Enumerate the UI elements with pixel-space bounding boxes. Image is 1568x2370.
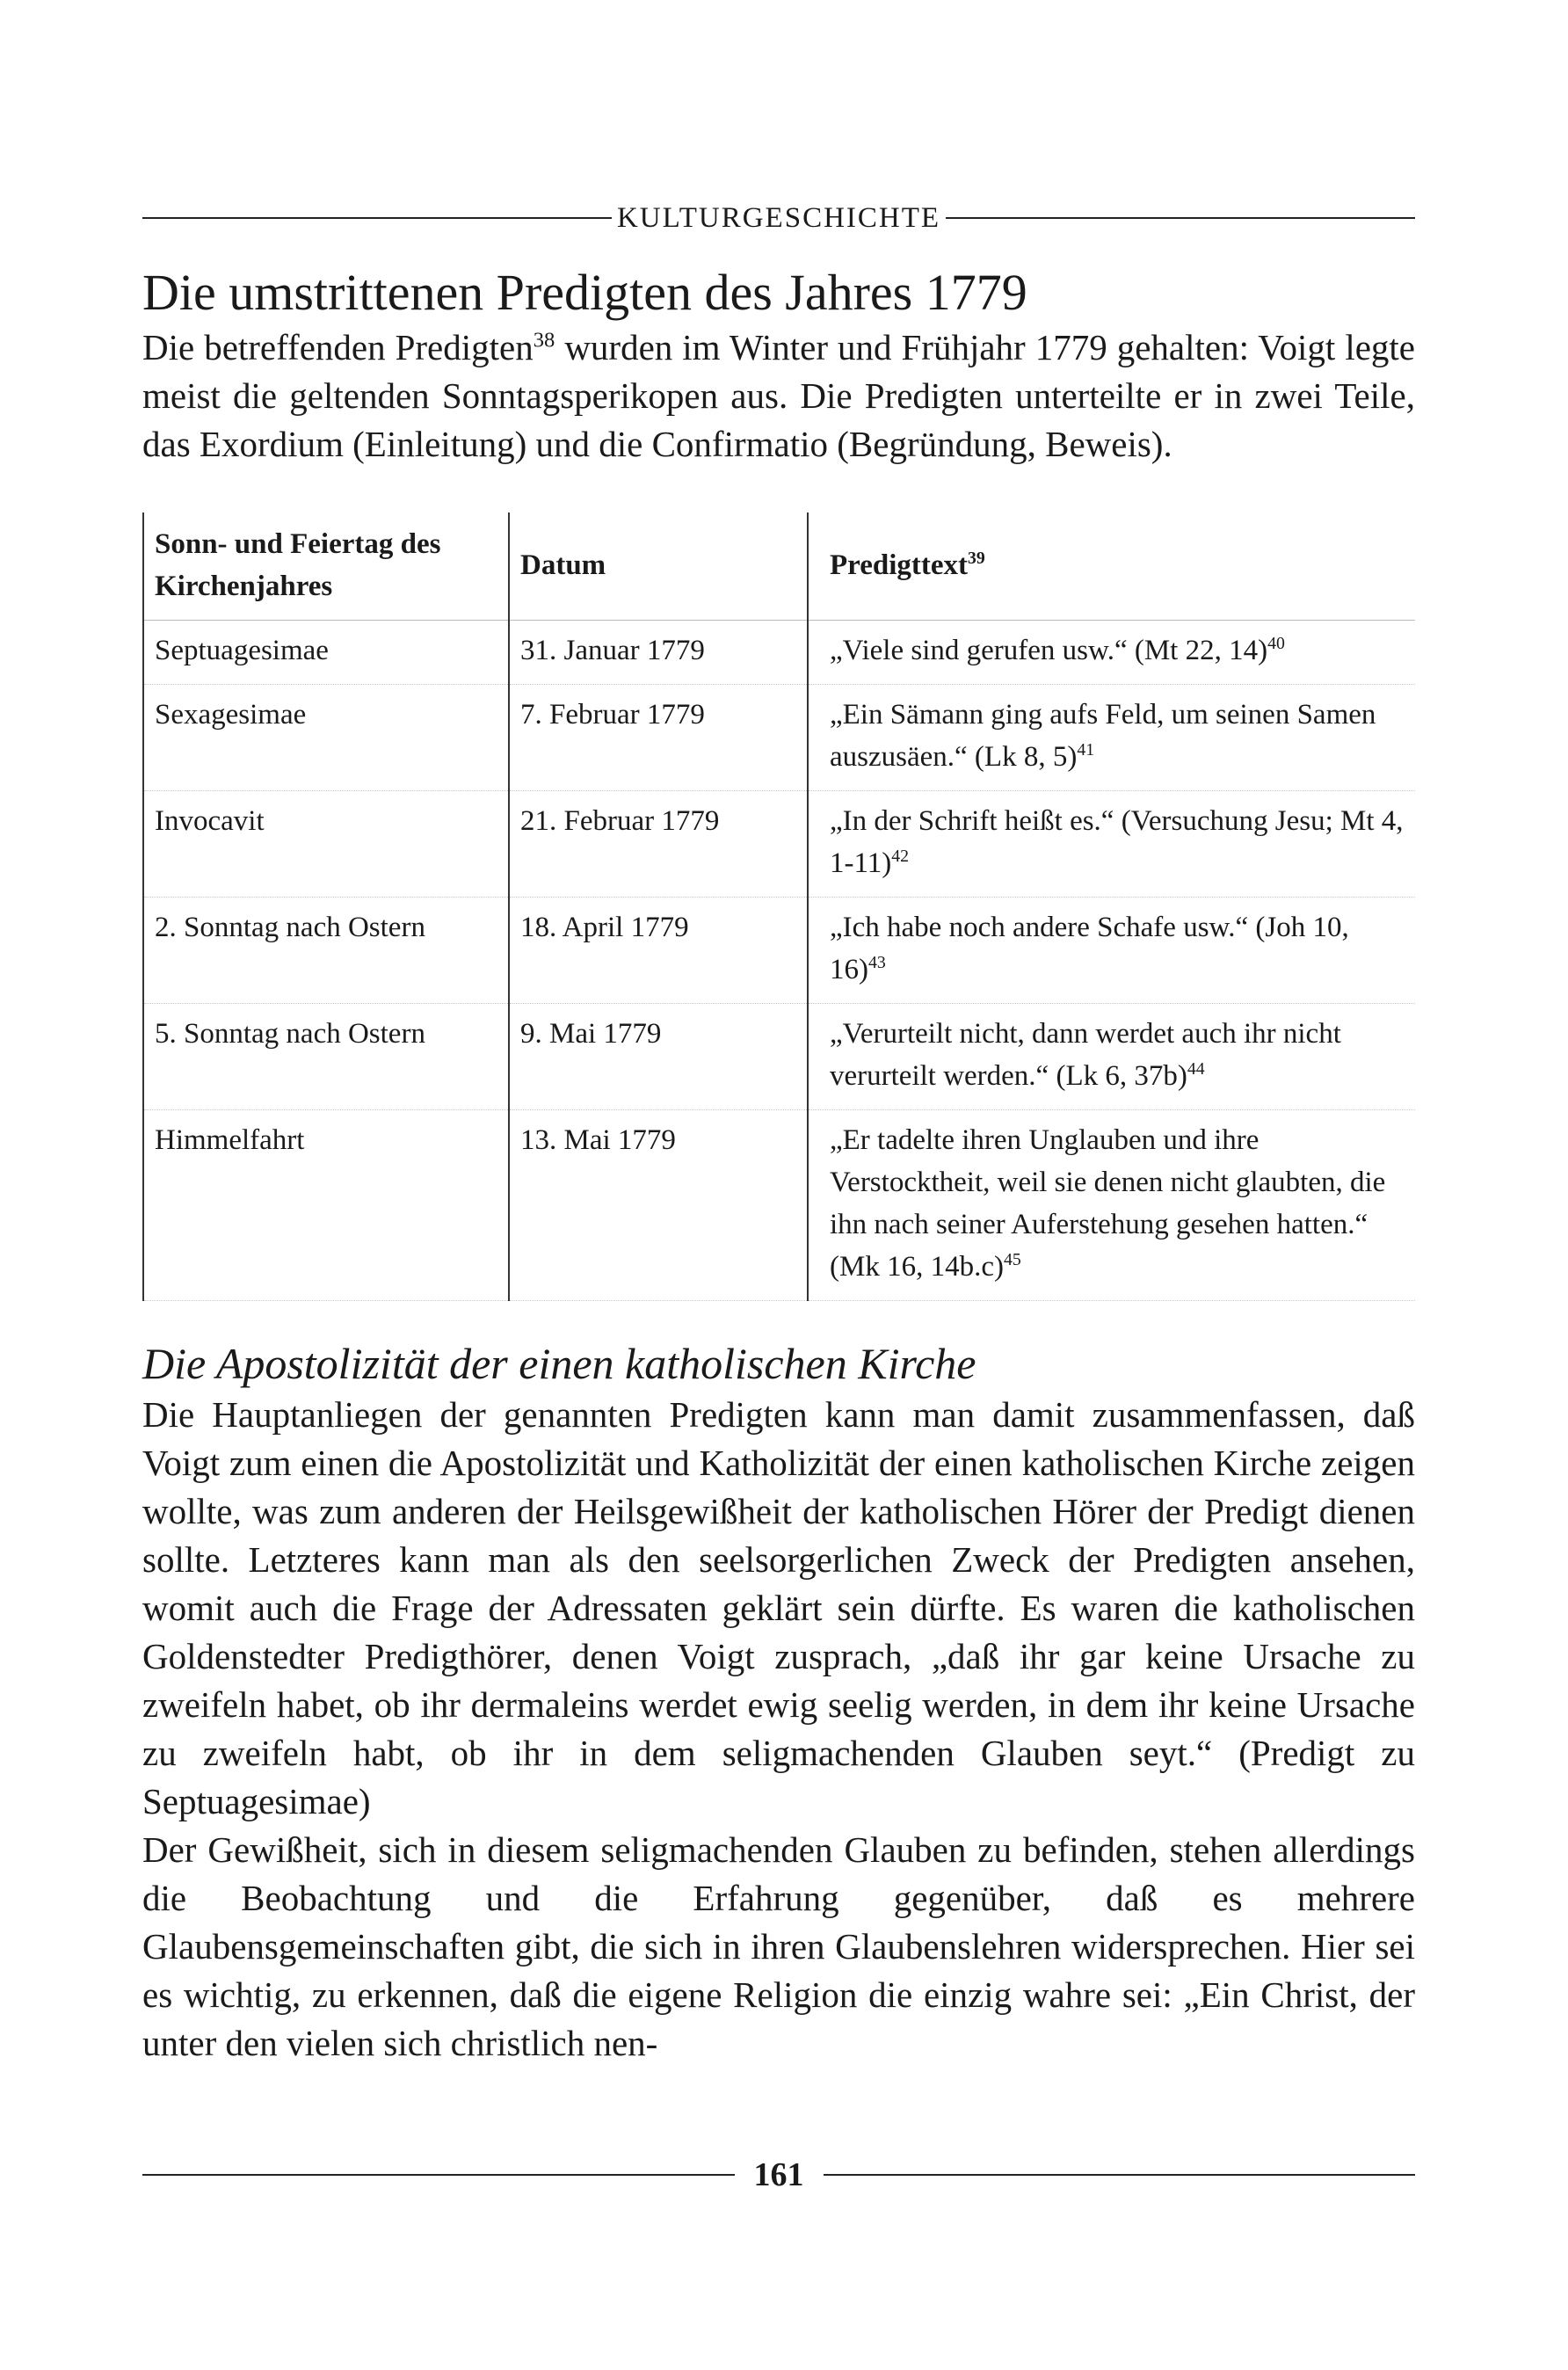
- cell-sunday: Septuagesimae: [143, 621, 509, 685]
- cell-sunday: Sexagesimae: [143, 685, 509, 791]
- sermons-table: [142, 513, 1415, 1301]
- footnote-ref: 42: [891, 847, 910, 866]
- header-sunday: Sonn- und Feiertag des Kirchenjahres: [143, 513, 509, 621]
- footer-rule-left: [142, 2174, 735, 2176]
- cell-date: 13. Mai 1779: [509, 1110, 808, 1301]
- header-text: [808, 513, 1415, 621]
- cell-text-value: „Er tadelte ihren Unglauben und ihre Verstocktheit, weil sie denen nicht glaubten, die ihn nach seiner Auferstehung gesehen hatten.“ (Mk 16, 14b.c): [830, 1124, 1386, 1283]
- footnote-ref: 45: [1003, 1250, 1021, 1269]
- cell-text: [808, 791, 1415, 898]
- footnote-ref: 43: [868, 953, 886, 972]
- cell-text-value: „Verurteilt nicht, dann werdet auch ihr nicht verurteilt werden.“ (Lk 6, 37b): [830, 1018, 1341, 1092]
- table-row: [143, 791, 1415, 898]
- cell-text: [808, 621, 1415, 685]
- table-row: [143, 1110, 1415, 1301]
- intro-paragraph: [142, 324, 1415, 469]
- cell-date: 31. Januar 1779: [509, 621, 808, 685]
- cell-text-value: „Ich habe noch andere Schafe usw.“ (Joh 10, 16): [830, 912, 1349, 985]
- cell-date: 21. Februar 1779: [509, 791, 808, 898]
- footer-rule-right: [824, 2174, 1416, 2176]
- cell-text-value: „Viele sind gerufen usw.“ (Mt 22, 14): [830, 635, 1268, 666]
- cell-text-value: „In der Schrift heißt es.“ (Versuchung Jesu; Mt 4, 1-11): [830, 805, 1404, 879]
- table-row: [143, 1004, 1415, 1110]
- cell-text-value: „Ein Sämann ging aufs Feld, um seinen Samen auszusäen.“ (Lk 8, 5): [830, 699, 1376, 773]
- cell-date: 7. Februar 1779: [509, 685, 808, 791]
- body-paragraph: Der Gewißheit, sich in diesem seligmachenden Glauben zu befinden, stehen allerdings die Beobachtung und die Erfahrung gegenüber, daß es mehrere Glaubensgemeinschaften gibt, die sich in ihren Glaubenslehren widersprechen. Hier sei es wichtig, zu erkennen, daß die eigene Religion die einzig wahre sei: „Ein Christ, der unter den vielen sich christlich nen-: [142, 1829, 1415, 2063]
- cell-text: [808, 685, 1415, 791]
- footnote-ref: 44: [1187, 1059, 1205, 1079]
- page-content: [142, 192, 1415, 2068]
- intro-text-start: Die betreffenden Predigten: [142, 327, 534, 367]
- footnote-ref: 39: [968, 549, 985, 568]
- cell-text: [808, 1004, 1415, 1110]
- table-row: [143, 685, 1415, 791]
- page-footer: [142, 2156, 1415, 2194]
- cell-text: [808, 1110, 1415, 1301]
- cell-text: [808, 898, 1415, 1004]
- body-paragraph: Die Hauptanliegen der genannten Predigten kann man damit zusammenfassen, daß Voigt zum einen die Apostolizität und Katholizität der einen katholischen Kirche zeigen wollte, was zum anderen der Heilsgewißheit der katholischen Hörer der Predigt dienen sollte. Letzteres kann man als den seelsorgerlichen Zweck der Predigten ansehen, womit auch die Frage der Adressaten geklärt sein dürfte. Es waren die katholischen Goldenstedter Predigthörer, denen Voigt zusprach, „daß ihr gar keine Ursache zu zweifeln habet, ob ihr dermaleins werdet ewig seelig werden, in dem ihr keine Ursache zu zweifeln habt, ob ihr in dem seligmachenden Glauben seyt.“ (Predigt zu Septuagesimae): [142, 1394, 1415, 1821]
- running-head-rule-right: [946, 217, 1415, 219]
- subsection-heading: Die Apostolizität der einen katholischen Kirche: [142, 1339, 976, 1388]
- footnote-ref: 41: [1077, 740, 1095, 760]
- cell-sunday: Invocavit: [143, 791, 509, 898]
- cell-date: 18. April 1779: [509, 898, 808, 1004]
- table-row: [143, 898, 1415, 1004]
- page-number: 161: [753, 2156, 804, 2193]
- intro-text-rest: wurden im Winter und Frühjahr 1779 gehalten: Voigt legte meist die geltenden Sonntagsperikopen aus. Die Predigten unterteilte er in zwei Teile, das Exordium (Einleitung) und die Confirmatio (Begründung, Beweis).: [142, 327, 1416, 464]
- cell-date: 9. Mai 1779: [509, 1004, 808, 1110]
- cell-sunday: 5. Sonntag nach Ostern: [143, 1004, 509, 1110]
- table-header-row: [143, 513, 1415, 621]
- header-date: Datum: [509, 513, 808, 621]
- header-text-label: Predigttext: [830, 549, 968, 581]
- table-row: [143, 621, 1415, 685]
- running-head: [142, 192, 1415, 244]
- cell-sunday: Himmelfahrt: [143, 1110, 509, 1301]
- running-head-label: KULTURGESCHICHTE: [616, 201, 941, 234]
- section-heading: Die umstrittenen Predigten des Jahres 1779: [142, 264, 1027, 321]
- footnote-ref: 38: [533, 328, 555, 353]
- running-head-rule-left: [142, 217, 612, 219]
- footnote-ref: 40: [1267, 634, 1285, 653]
- cell-sunday: 2. Sonntag nach Ostern: [143, 898, 509, 1004]
